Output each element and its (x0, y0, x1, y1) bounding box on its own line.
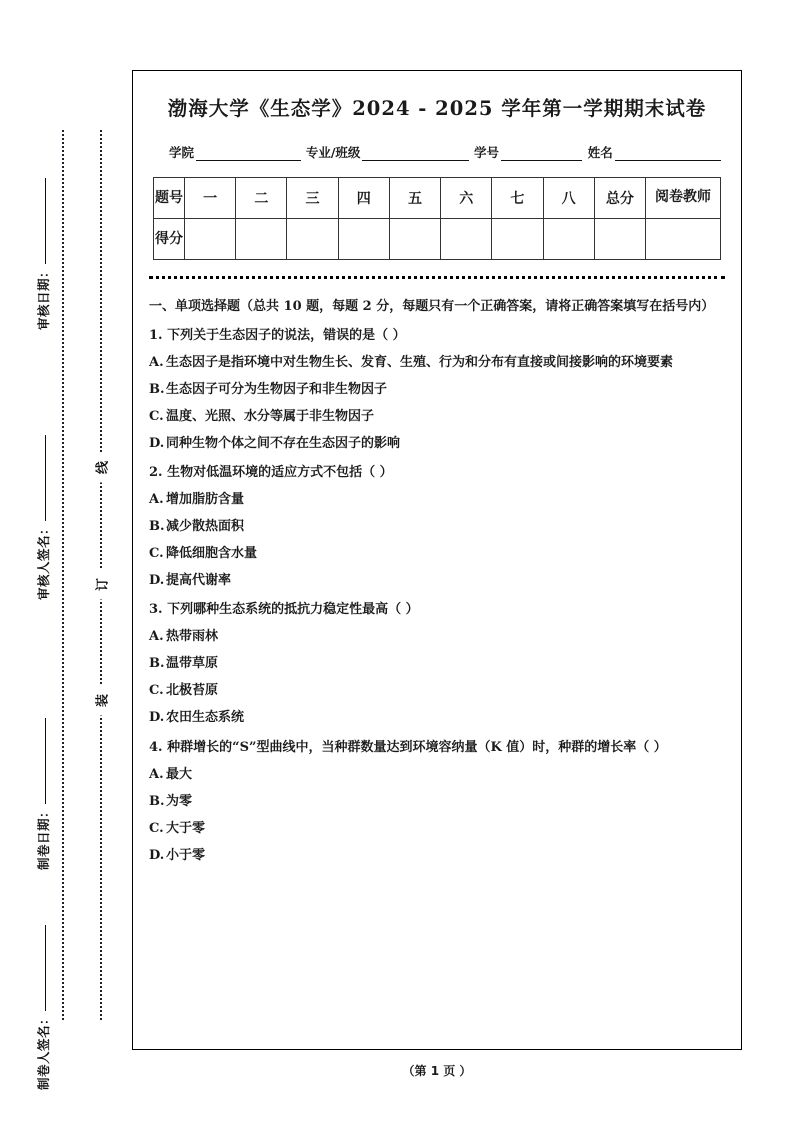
binding-mark-line: 线 (89, 453, 114, 483)
score-cell-1[interactable] (185, 219, 236, 260)
paper-maker-signature-text: 制卷人签名： (36, 1011, 51, 1090)
section-heading: 一、单项选择题（总共 10 题，每题 2 分，每题只有一个正确答案，请将正确答案填写在括号内） (149, 299, 715, 314)
option-letter: B. (149, 382, 165, 398)
option-letter: D. (149, 710, 165, 726)
review-date-blank (45, 178, 46, 264)
question-1-option-b[interactable] (149, 376, 725, 403)
binding-mark-bind: 装 (89, 686, 114, 716)
college-input[interactable] (196, 147, 300, 161)
student-id-label: 学号 (473, 145, 499, 160)
question-4-stem: 4. 种群增长的“S”型曲线中，当种群数量达到环境容纳量（K 值）时，种群的增长率（ ） (149, 739, 667, 755)
score-cell-total[interactable] (594, 219, 645, 260)
option-text: 小于零 (166, 847, 206, 863)
reviewer-signature-blank (45, 435, 46, 521)
option-letter: B. (149, 519, 165, 535)
option-letter: B. (149, 656, 165, 672)
question-2-option-b[interactable] (149, 513, 725, 540)
question-4-option-b[interactable] (149, 788, 725, 815)
reviewer-signature-label (34, 300, 52, 600)
row-header-score: 得分 (154, 219, 185, 260)
option-text: 温度、光照、水分等属于非生物因子 (166, 409, 375, 425)
question-3-stem: 3. 下列哪种生态系统的抵抗力稳定性最高（ ） (149, 602, 419, 618)
name-input[interactable] (615, 147, 721, 161)
margin-dotted-line-outer (62, 130, 64, 1020)
option-text: 北极苔原 (166, 683, 219, 699)
score-cell-6[interactable] (441, 219, 492, 260)
question-4-option-c[interactable] (149, 815, 725, 842)
option-text: 温带草原 (166, 656, 219, 672)
question-4-option-a[interactable] (149, 761, 725, 788)
table-row (154, 178, 721, 219)
option-text: 降低细胞含水量 (166, 546, 258, 562)
student-info-line (169, 143, 721, 161)
option-letter: A. (149, 355, 164, 371)
option-text: 农田生态系统 (166, 710, 245, 726)
column-header-4: 四 (338, 178, 389, 219)
question-2-option-c[interactable] (149, 540, 725, 567)
column-header-8: 八 (543, 178, 594, 219)
column-header-2: 二 (236, 178, 287, 219)
option-letter: A. (149, 629, 164, 645)
question-2-option-d[interactable] (149, 567, 725, 594)
binding-mark-staple: 订 (89, 570, 114, 600)
column-header-5: 五 (389, 178, 440, 219)
row-header-question-number: 题号 (154, 178, 185, 219)
question-1-stem: 1. 下列关于生态因子的说法，错误的是（ ） (149, 328, 406, 344)
score-cell-7[interactable] (492, 219, 543, 260)
question-4-option-d[interactable] (149, 842, 725, 869)
college-label: 学院 (169, 145, 195, 160)
paper-maker-signature-blank (45, 925, 46, 1011)
option-letter: D. (149, 573, 165, 589)
option-letter: C. (149, 820, 164, 836)
option-text: 生态因子可分为生物因子和非生物因子 (166, 382, 388, 398)
option-text: 生态因子是指环境中对生物生长、发育、生殖、行为和分布有直接或间接影响的环境要素 (166, 355, 674, 371)
question-2-stem: 2. 生物对低温环境的适应方式不包括（ ） (149, 465, 393, 481)
option-text: 同种生物个体之间不存在生态因子的影响 (166, 436, 401, 452)
major-class-label: 专业/班级 (305, 145, 361, 160)
student-id-input[interactable] (501, 147, 582, 161)
name-label: 姓名 (587, 145, 613, 160)
table-row (154, 219, 721, 260)
question-3-option-c[interactable] (149, 677, 725, 704)
reviewer-signature-text: 审核人签名： (36, 521, 51, 600)
question-3-option-b[interactable] (149, 650, 725, 677)
option-letter: C. (149, 409, 164, 425)
question-3-option-a[interactable] (149, 623, 725, 650)
score-cell-3[interactable] (287, 219, 338, 260)
option-text: 热带雨林 (166, 629, 219, 645)
score-cell-grader[interactable] (646, 219, 721, 260)
option-text: 增加脂肪含量 (166, 492, 245, 508)
score-cell-4[interactable] (338, 219, 389, 260)
column-header-1: 一 (185, 178, 236, 219)
exam-paper-body (132, 70, 742, 1050)
review-date-label (34, 30, 52, 330)
score-cell-8[interactable] (543, 219, 594, 260)
paper-made-date-text: 制卷日期： (36, 804, 51, 870)
page-title: 渤海大学《生态学》2024 - 2025 学年第一学期期末试卷 (167, 97, 707, 120)
option-text: 减少散热面积 (166, 519, 245, 535)
option-text: 最大 (166, 766, 193, 782)
page-footer: （第 1 页 ） (402, 1064, 472, 1078)
option-letter: B. (149, 793, 165, 809)
section-divider (149, 276, 725, 279)
column-header-grader: 阅卷教师 (646, 178, 721, 219)
question-3-option-d[interactable] (149, 704, 725, 731)
column-header-total: 总分 (594, 178, 645, 219)
question-section (149, 293, 725, 869)
option-text: 提高代谢率 (166, 573, 232, 589)
question-1-option-c[interactable] (149, 403, 725, 430)
option-letter: C. (149, 546, 164, 562)
option-letter: D. (149, 436, 165, 452)
column-header-3: 三 (287, 178, 338, 219)
paper-maker-signature-label (34, 790, 52, 1090)
column-header-6: 六 (441, 178, 492, 219)
option-letter: D. (149, 847, 165, 863)
question-2-option-a[interactable] (149, 486, 725, 513)
column-header-7: 七 (492, 178, 543, 219)
option-text: 为零 (166, 793, 193, 809)
option-letter: A. (149, 766, 164, 782)
binding-margin (0, 0, 132, 1122)
major-class-input[interactable] (362, 147, 468, 161)
score-cell-2[interactable] (236, 219, 287, 260)
score-cell-5[interactable] (389, 219, 440, 260)
question-1-option-a[interactable] (149, 349, 725, 376)
option-letter: A. (149, 492, 164, 508)
score-table (153, 177, 721, 260)
option-letter: C. (149, 683, 164, 699)
option-text: 大于零 (166, 820, 206, 836)
review-date-text: 审核日期： (36, 264, 51, 330)
question-1-option-d[interactable] (149, 430, 725, 457)
